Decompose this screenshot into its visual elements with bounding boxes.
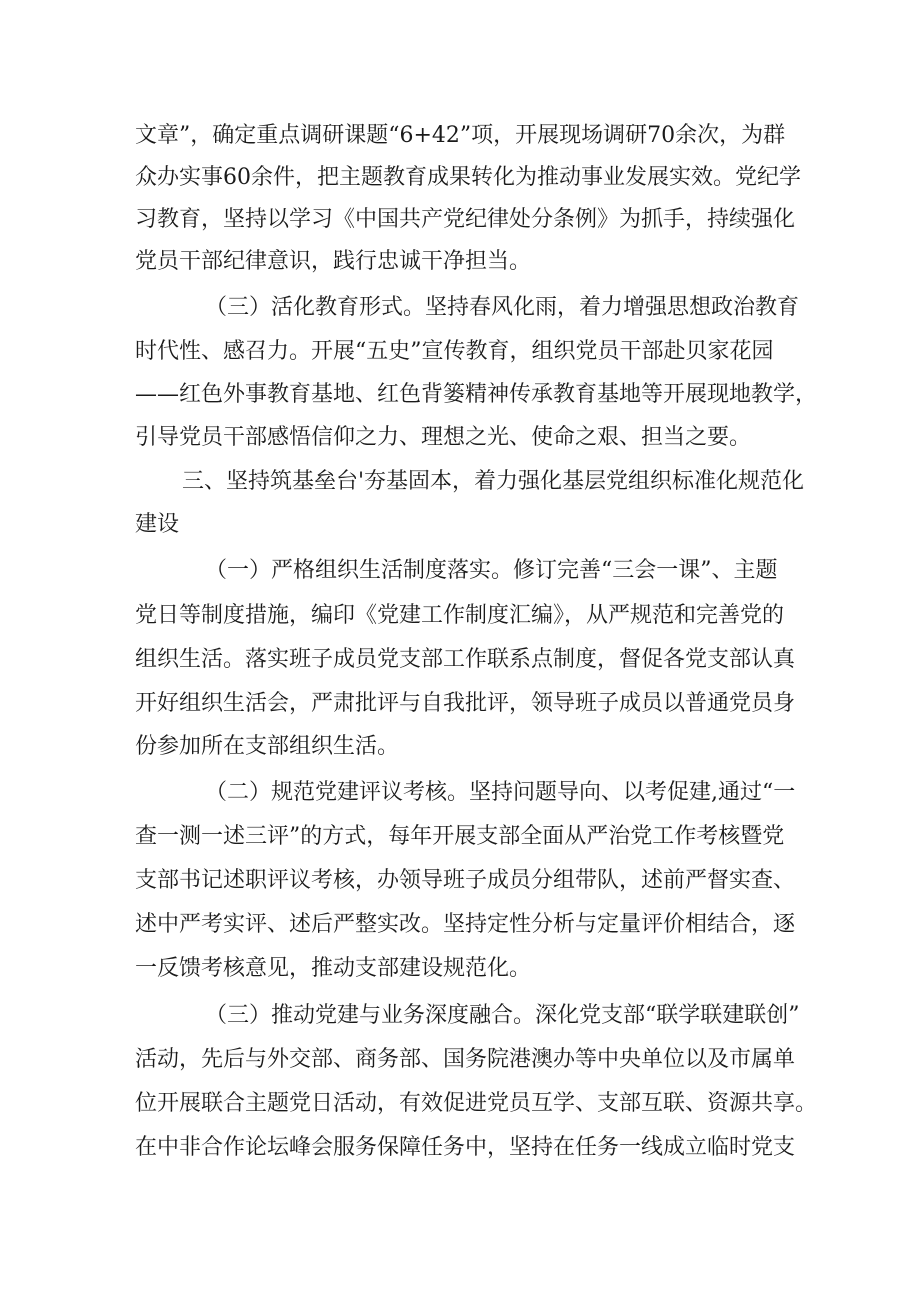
paragraph-line bbox=[0, 905, 920, 945]
section-heading: 三、坚持筑基垒台'夯基固本，着力强化基层党组织标准化规范化 bbox=[182, 469, 805, 494]
line-text: 引导党员干部感悟信仰之力、理想之光、使命之艰、担当之要。 bbox=[135, 425, 752, 450]
line-text: 位开展联合主题党日活动，有效促进党员互学、支部互联、资源共享。 bbox=[135, 1091, 818, 1116]
line-text: ——红色外事教育基地、红色背篓精神传承教育基地等开展现地教学， bbox=[135, 382, 818, 407]
line-text: 一反馈考核意见，推动支部建设规范化。 bbox=[135, 956, 532, 981]
paragraph-line bbox=[0, 640, 920, 680]
line-text: （三）活化教育形式。坚持春风化雨，着力增强思想政治教育 bbox=[205, 295, 800, 320]
paragraph-line bbox=[0, 861, 920, 901]
section-heading-continuation: 建设 bbox=[135, 512, 180, 537]
line-text: 述中严考实评、述后严整实改。坚持定性分析与定量评价相结合，逐 bbox=[135, 912, 796, 937]
line-text: （二）规范党建评议考核。坚持问题导向、以考促建,通过“一 bbox=[205, 780, 796, 805]
paragraph-line bbox=[0, 551, 920, 591]
section-heading-line bbox=[0, 505, 920, 545]
paragraph-line bbox=[0, 596, 920, 636]
line-text: （三）推动党建与业务深度融合。深化党支部“联学联建联创” bbox=[205, 1003, 800, 1028]
paragraph-line bbox=[0, 116, 920, 156]
paragraph-line bbox=[0, 949, 920, 989]
line-text: 开好组织生活会，严肃批评与自我批评，领导班子成员以普通党员身 bbox=[135, 691, 796, 716]
paragraph-line bbox=[0, 817, 920, 857]
paragraph-line bbox=[0, 242, 920, 282]
paragraph-line bbox=[0, 288, 920, 328]
line-text: 众办实事60余件，把主题教育成果转化为推动事业发展实效。党纪学 bbox=[135, 165, 801, 190]
paragraph-line bbox=[0, 332, 920, 372]
line-text: 组织生活。落实班子成员党支部工作联系点制度，督促各党支部认真 bbox=[135, 647, 796, 672]
paragraph-line bbox=[0, 158, 920, 198]
paragraph-line bbox=[0, 200, 920, 240]
line-text: （一）严格组织生活制度落实。修订完善“三会一课”、主题 bbox=[205, 558, 778, 583]
paragraph-line bbox=[0, 1040, 920, 1080]
line-text: 在中非合作论坛峰会服务保障任务中，坚持在任务一线成立临时党支 bbox=[135, 1135, 796, 1160]
line-text: 支部书记述职评议考核，办领导班子成员分组带队，述前严督实查、 bbox=[135, 868, 796, 893]
paragraph-line bbox=[0, 1084, 920, 1124]
paragraph-line bbox=[0, 684, 920, 724]
line-text: 份参加所在支部组织生活。 bbox=[135, 734, 400, 759]
paragraph-line bbox=[0, 1128, 920, 1168]
paragraph-line bbox=[0, 996, 920, 1036]
line-text: 党员干部纪律意识，践行忠诚干净担当。 bbox=[135, 249, 532, 274]
line-text: 时代性、感召力。开展“五史”宣传教育，组织党员干部赴贝家花园 bbox=[135, 339, 774, 364]
section-heading-line bbox=[0, 462, 920, 502]
line-text: 活动，先后与外交部、商务部、国务院港澳办等中央单位以及市属单 bbox=[135, 1047, 796, 1072]
paragraph-line bbox=[0, 773, 920, 813]
line-text: 习教育，坚持以学习《中国共产党纪律处分条例》为抓手，持续强化 bbox=[135, 207, 796, 232]
line-text: 文章”，确定重点调研课题“6+42”项，开展现场调研70余次，为群 bbox=[135, 123, 786, 148]
paragraph-line bbox=[0, 418, 920, 458]
paragraph-line bbox=[0, 727, 920, 767]
line-text: 查一测一述三评”的方式，每年开展支部全面从严治党工作考核暨党 bbox=[135, 824, 785, 849]
paragraph-line bbox=[0, 375, 920, 415]
line-text: 党日等制度措施，编印《党建工作制度汇编》，从严规范和完善党的 bbox=[135, 603, 785, 628]
